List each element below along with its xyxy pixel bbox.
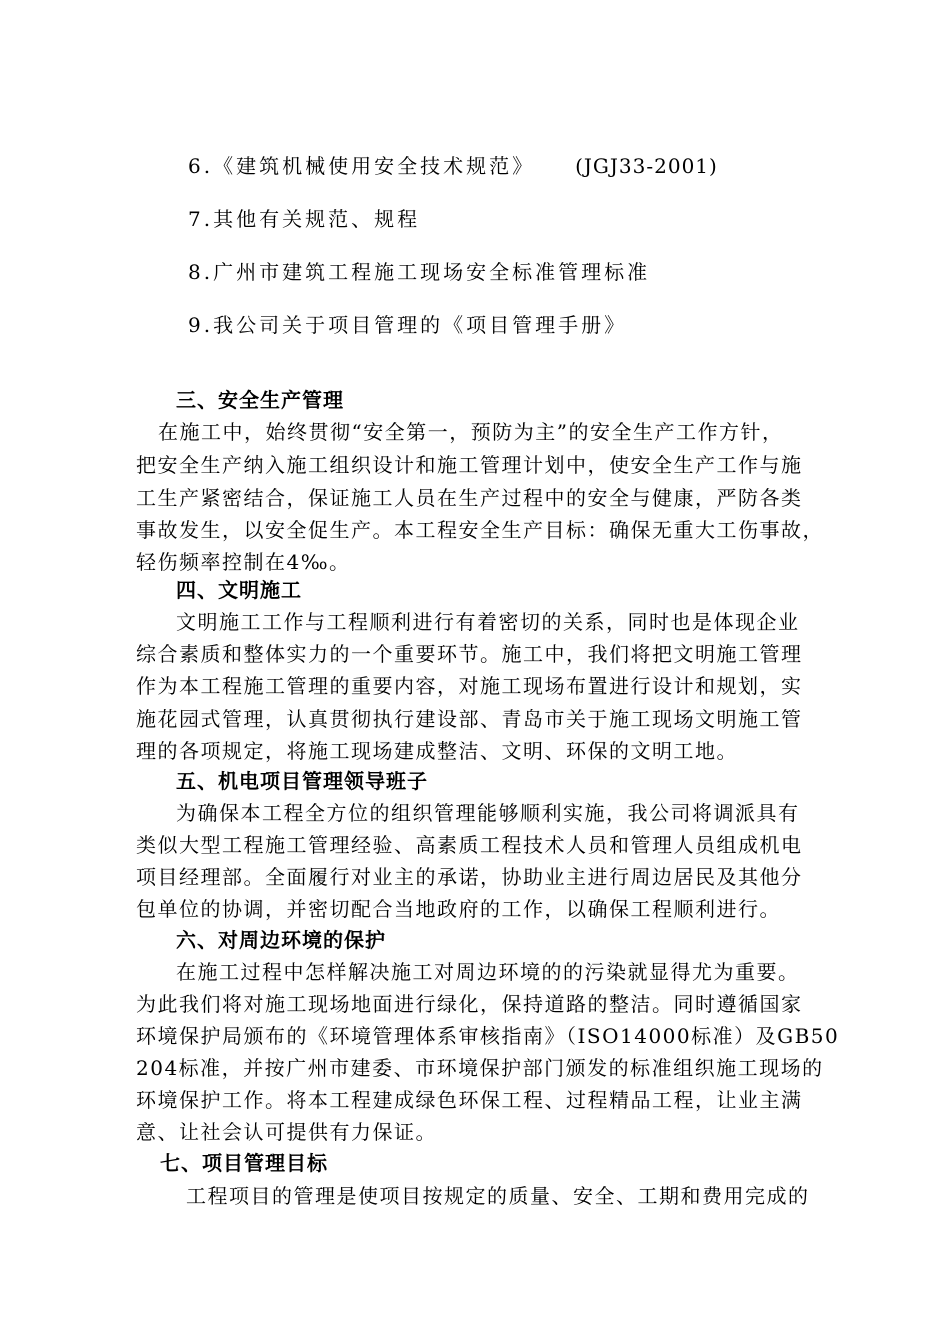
reference-item-9: 9.我公司关于项目管理的《项目管理手册》 (188, 313, 628, 337)
paragraph-line: 为此我们将对施工现场地面进行绿化，保持道路的整洁。同时遵循国家 (136, 992, 803, 1016)
section-heading: 六、对周边环境的保护 (176, 928, 386, 952)
section-heading: 三、安全生产管理 (176, 388, 344, 412)
paragraph-line: 综合素质和整体实力的一个重要环节。施工中，我们将把文明施工管理 (136, 642, 803, 666)
paragraph-line: 包单位的协调，并密切配合当地政府的工作，以确保工程顺利进行。 (136, 897, 781, 921)
reference-code: (JGJ33-2001) (575, 154, 718, 178)
paragraph-line: 204标准，并按广州市建委、市环境保护部门颁发的标准组织施工现场的 (136, 1056, 824, 1080)
paragraph-line: 工生产紧密结合，保证施工人员在生产过程中的安全与健康，严防各类 (136, 486, 803, 510)
reference-item-6 (188, 150, 718, 179)
paragraph-line: 类似大型工程施工管理经验、高素质工程技术人员和管理人员组成机电 (136, 833, 803, 857)
reference-item-8: 8.广州市建筑工程施工现场安全标准管理标准 (188, 260, 651, 284)
paragraph-line: 项目经理部。全面履行对业主的承诺，协助业主进行周边居民及其他分 (136, 865, 803, 889)
paragraph-line: 在施工过程中怎样解决施工对周边环境的的污染就显得尤为重要。 (176, 960, 800, 984)
paragraph-line: 轻伤频率控制在4‰。 (136, 550, 351, 574)
section-heading: 五、机电项目管理领导班子 (176, 769, 428, 793)
section-heading: 四、文明施工 (176, 578, 302, 602)
paragraph-line: 环境保护局颁布的《环境管理体系审核指南》（ISO14000标准）及GB50 (136, 1024, 840, 1048)
paragraph-line: 为确保本工程全方位的组织管理能够顺利实施，我公司将调派具有 (176, 801, 800, 825)
paragraph-line: 文明施工工作与工程顺利进行有着密切的关系，同时也是体现企业 (176, 610, 800, 634)
paragraph-line: 把安全生产纳入施工组织设计和施工管理计划中，使安全生产工作与施 (136, 453, 803, 477)
section-heading: 七、项目管理目标 (160, 1151, 328, 1175)
paragraph-line: 工程项目的管理是使项目按规定的质量、安全、工期和费用完成的 (186, 1184, 810, 1208)
paragraph-line: 事故发生，以安全促生产。本工程安全生产目标：确保无重大工伤事故， (136, 518, 824, 542)
reference-text: 6.《建筑机械使用安全技术规范》 (188, 154, 536, 178)
paragraph-line: 理的各项规定，将施工现场建成整洁、文明、环保的文明工地。 (136, 739, 738, 763)
paragraph-line: 作为本工程施工管理的重要内容，对施工现场布置进行设计和规划，实 (136, 674, 803, 698)
reference-item-7: 7.其他有关规范、规程 (188, 207, 421, 231)
paragraph-line: 施花园式管理，认真贯彻执行建设部、青岛市关于施工现场文明施工管 (136, 707, 803, 731)
paragraph-line: 意、让社会认可提供有力保证。 (136, 1120, 437, 1144)
paragraph-line: 在施工中，始终贯彻“安全第一，预防为主”的安全生产工作方针， (158, 420, 784, 444)
paragraph-line: 环境保护工作。将本工程建成绿色环保工程、过程精品工程，让业主满 (136, 1088, 803, 1112)
